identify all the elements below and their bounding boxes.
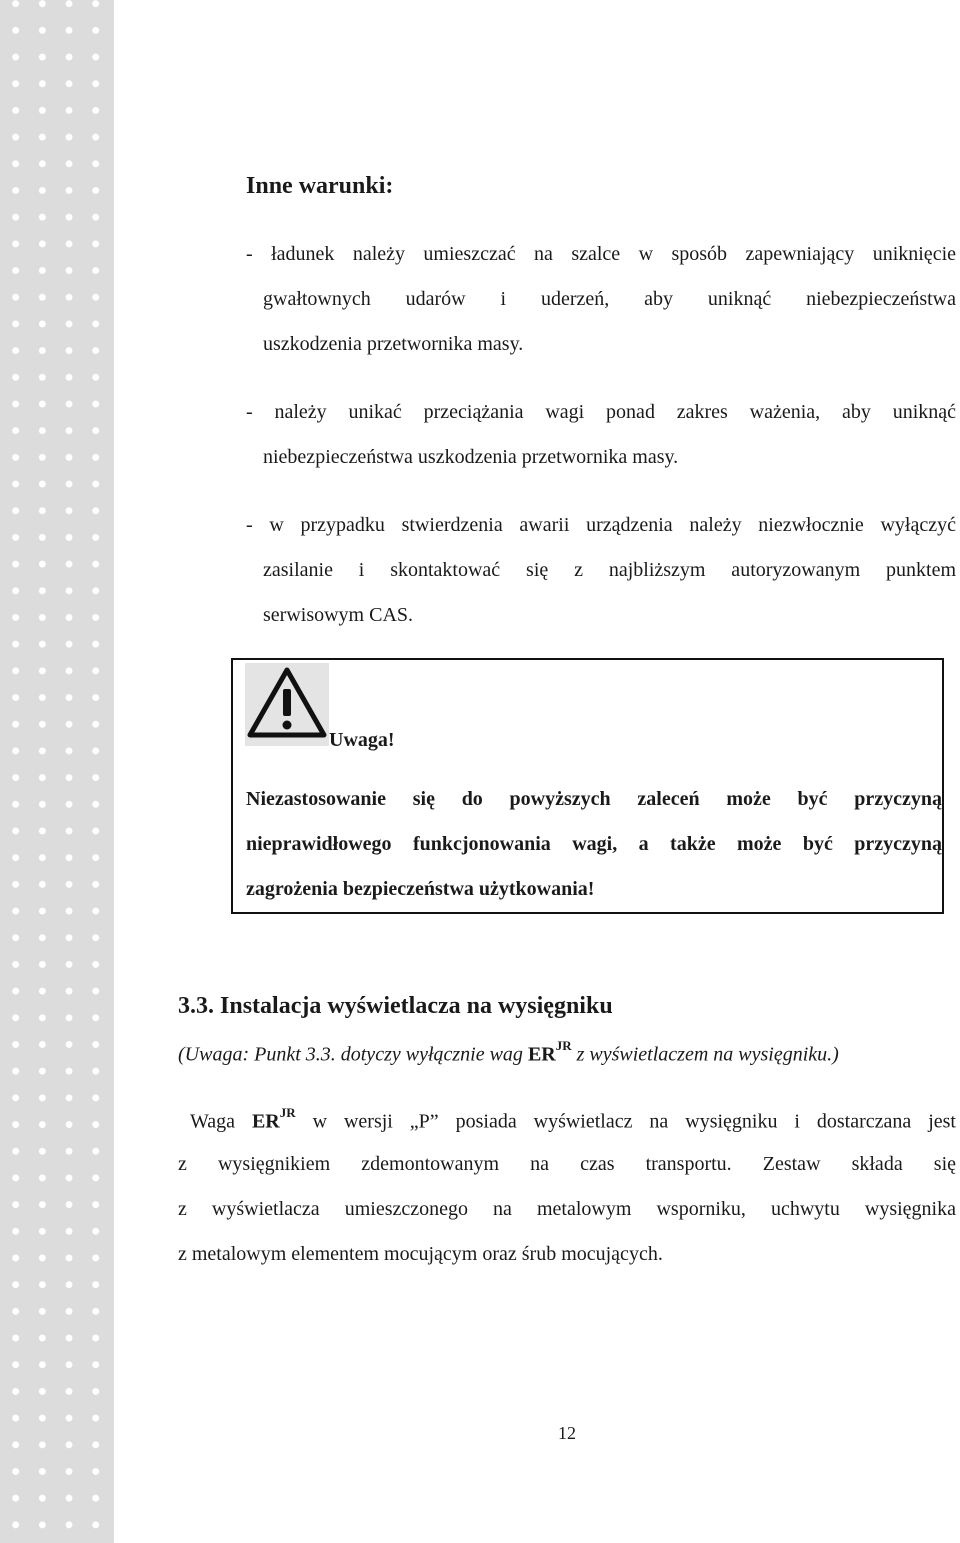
section-title: 3.3. Instalacja wyświetlacza na wysięgniku (178, 993, 613, 1019)
warning-label: Uwaga! (329, 729, 395, 751)
section-title: Inne warunki: (246, 173, 394, 199)
paragraph-line: z metalowym elementem mocującym oraz śrub mocujących. (178, 1243, 663, 1265)
warning-text-line: Niezastosowanie się do powyższych zaleceń może być przyczyną (246, 788, 942, 810)
bullet-line: - należy unikać przeciążania wagi ponad zakres ważenia, aby uniknąć (246, 401, 956, 423)
bullet-line: niebezpieczeństwa uszkodzenia przetwornika masy. (263, 446, 679, 468)
paragraph-line: z wyświetlacza umieszczonego na metalowym wsporniku, uchwytu wysięgnika (178, 1198, 956, 1220)
bullet-line: - ładunek należy umieszczać na szalce w sposób zapewniający uniknięcie (246, 243, 956, 265)
section-note: (Uwaga: Punkt 3.3. dotyczy wyłącznie wag $ER^{JR}$ z wyświetlaczem na wysięgniku.) (178, 1038, 839, 1066)
paragraph-line: Waga $ER^{JR}$ w wersji „P” posiada wyświetlacz na wysięgniku i dostarczana jest (190, 1105, 956, 1133)
warning-triangle-icon (245, 663, 329, 746)
page-number: 12 (558, 1423, 576, 1443)
bullet-line: - w przypadku stwierdzenia awarii urządzenia należy niezwłocznie wyłączyć (246, 514, 956, 536)
bullet-line: zasilanie i skontaktować się z najbliższym autoryzowanym punktem (263, 559, 956, 581)
bullet-line: serwisowym CAS. (263, 604, 414, 626)
bullet-line: uszkodzenia przetwornika masy. (263, 333, 524, 355)
warning-text-line: nieprawidłowego funkcjonowania wagi, a także może być przyczyną (246, 833, 942, 855)
bullet-line: gwałtownych udarów i uderzeń, aby uniknąć niebezpieczeństwa (263, 288, 956, 310)
warning-box (231, 658, 944, 914)
paragraph-line: z wysięgnikiem zdemontowanym na czas transportu. Zestaw składa się (178, 1153, 956, 1175)
decorative-sidebar (0, 0, 114, 1543)
warning-text-line: zagrożenia bezpieczeństwa użytkowania! (246, 878, 595, 900)
